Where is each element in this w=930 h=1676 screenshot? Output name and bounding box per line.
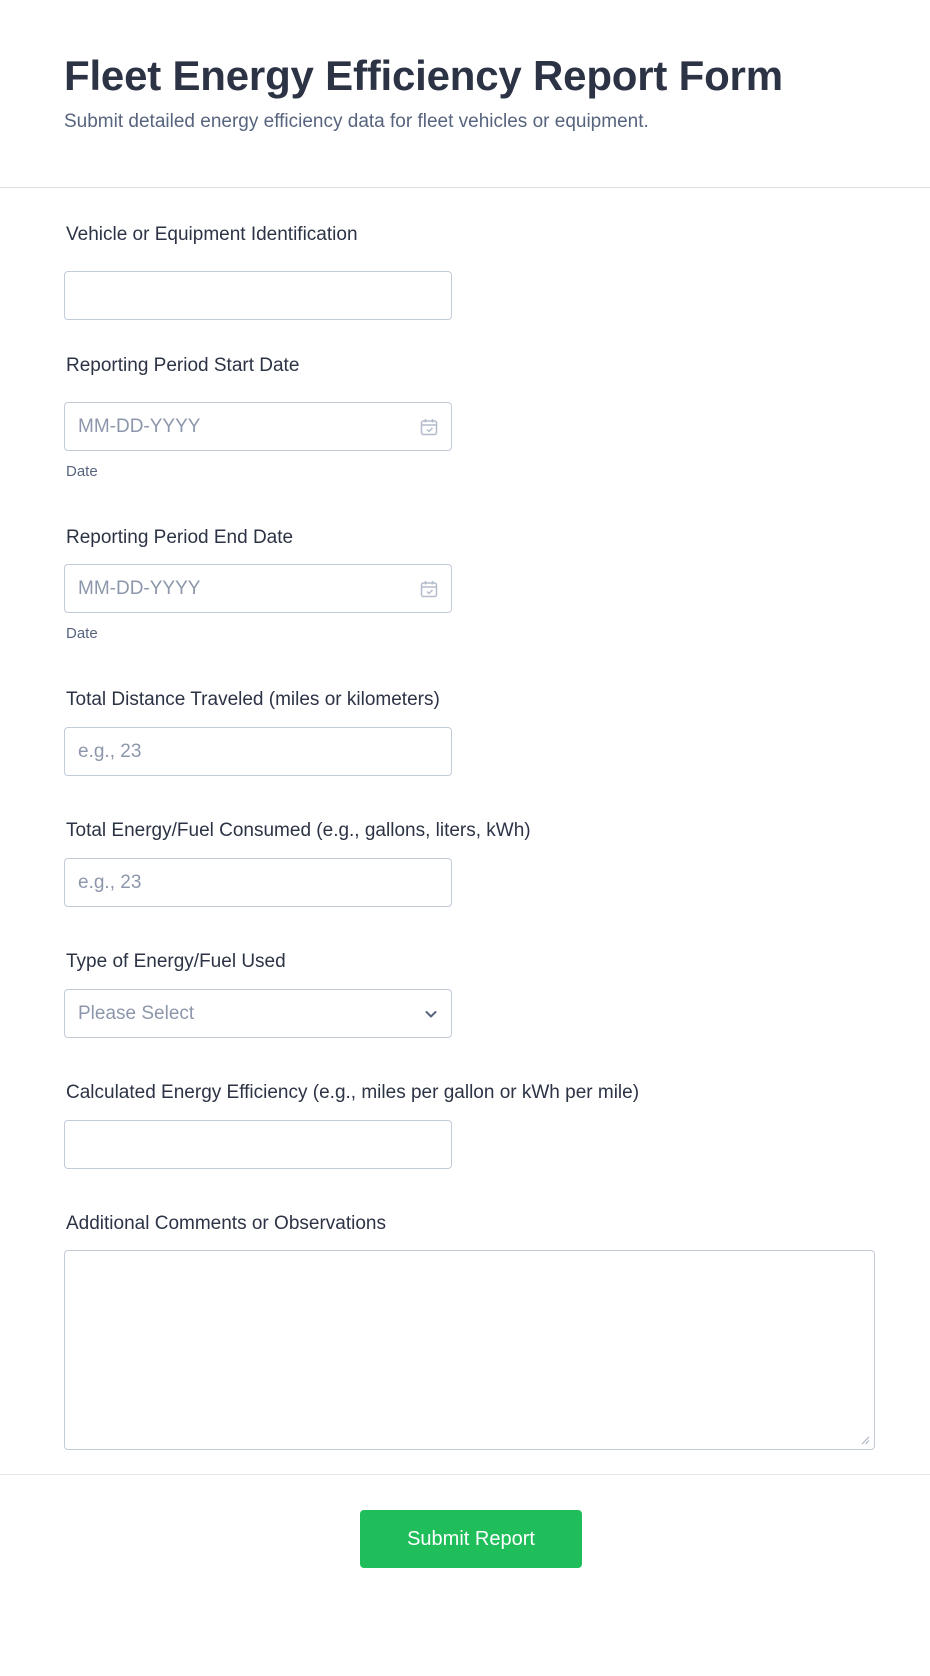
footer-divider (0, 1474, 930, 1475)
energy-consumed-input[interactable] (64, 858, 452, 907)
distance-placeholder: e.g., 23 (78, 741, 142, 762)
start-date-placeholder: MM-DD-YYYY (78, 416, 201, 437)
comments-label: Additional Comments or Observations (66, 1213, 386, 1234)
calendar-icon[interactable] (419, 579, 439, 599)
efficiency-label: Calculated Energy Efficiency (e.g., miles per gallon or kWh per mile) (66, 1082, 640, 1103)
end-date-label: Reporting Period End Date (66, 527, 294, 548)
start-date-input[interactable] (64, 402, 452, 451)
energy-type-select[interactable] (64, 989, 452, 1038)
start-date-label: Reporting Period Start Date (66, 355, 300, 376)
energy-type-selected: Please Select (78, 1003, 195, 1024)
page-title: Fleet Energy Efficiency Report Form (64, 52, 783, 99)
distance-label: Total Distance Traveled (miles or kilometers) (66, 689, 440, 710)
calendar-icon[interactable] (419, 417, 439, 437)
vehicle-id-input[interactable] (64, 271, 452, 320)
vehicle-id-label: Vehicle or Equipment Identification (66, 224, 358, 245)
form-header (0, 0, 930, 188)
submit-report-button[interactable]: Submit Report (360, 1510, 582, 1568)
energy-consumed-label: Total Energy/Fuel Consumed (e.g., gallons, liters, kWh) (66, 820, 531, 841)
energy-type-label: Type of Energy/Fuel Used (66, 951, 286, 972)
end-date-input[interactable] (64, 564, 452, 613)
resize-handle-icon[interactable] (860, 1435, 870, 1445)
distance-input[interactable] (64, 727, 452, 776)
comments-textarea[interactable] (64, 1250, 875, 1450)
end-date-placeholder: MM-DD-YYYY (78, 578, 201, 599)
start-date-sublabel: Date (66, 463, 98, 480)
chevron-down-icon (423, 1006, 439, 1022)
page-subtitle: Submit detailed energy efficiency data for fleet vehicles or equipment. (64, 111, 649, 132)
energy-consumed-placeholder: e.g., 23 (78, 872, 142, 893)
end-date-sublabel: Date (66, 625, 98, 642)
efficiency-input[interactable] (64, 1120, 452, 1169)
